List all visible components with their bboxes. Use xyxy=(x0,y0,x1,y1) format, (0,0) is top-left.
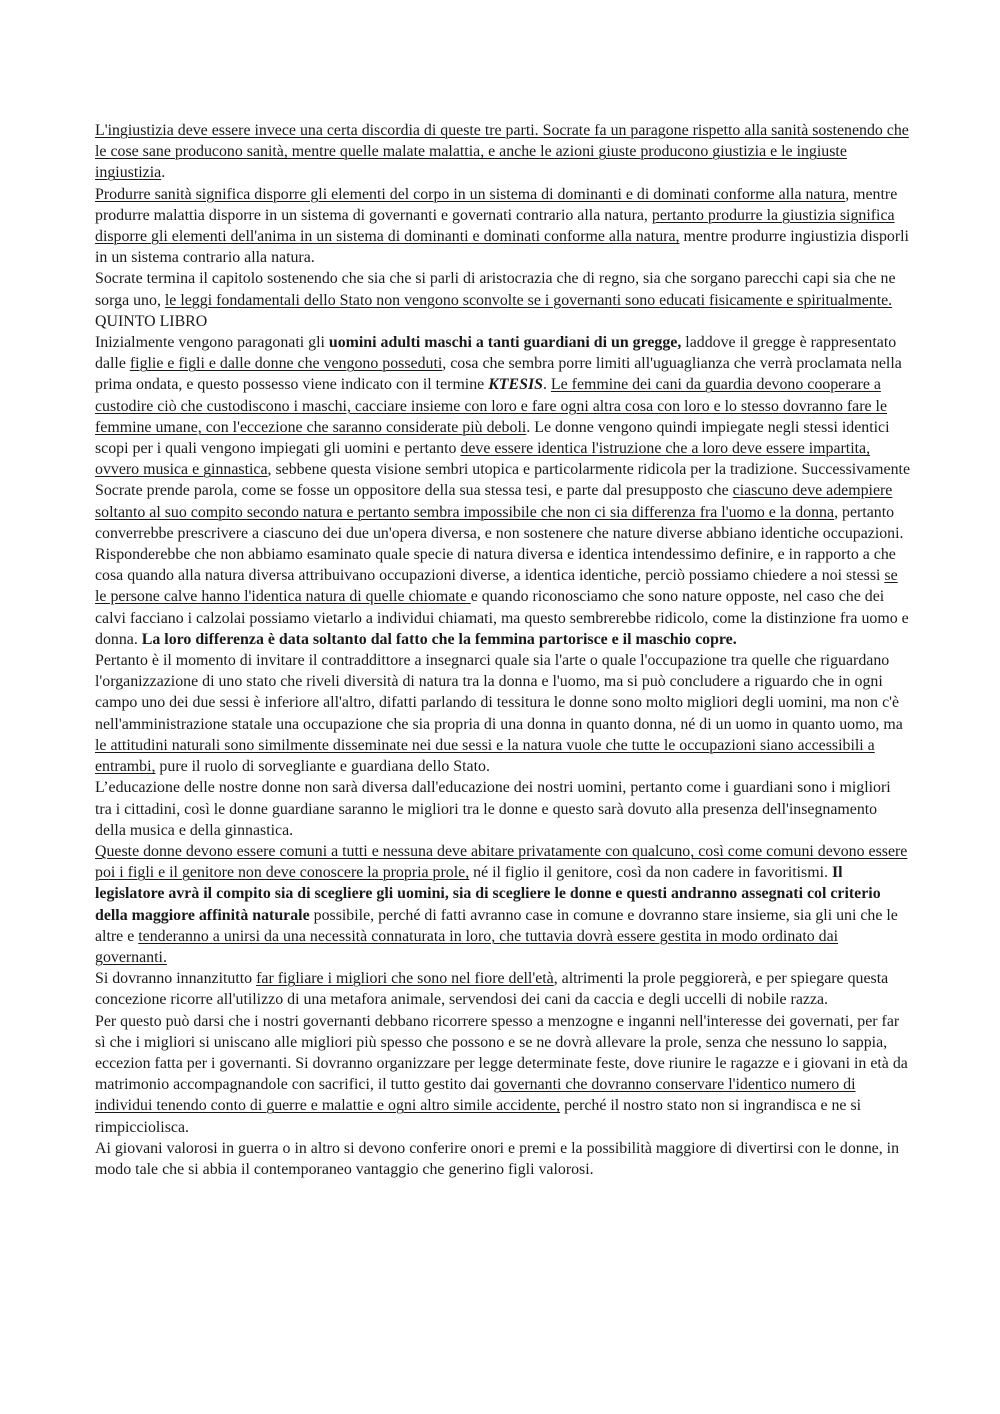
para-natural-aptitudes xyxy=(95,650,910,777)
text-run: L’educazione delle nostre donne non sarà diversa dall'educazione dei nostri uomini, pertanto come i guardiani sono i migliori tra i cittadini, così le donne guardiane saranno le migliori tra le donne e questo sarà dovuto alla presenza dell'insegnamento della musica e della ginnastica. xyxy=(95,779,891,839)
text-run: pure il ruolo di sorvegliante e guardiana dello Stato. xyxy=(155,758,490,776)
text-run: Pertanto è il momento di invitare il contraddittore a insegnarci quale sia l'arte o quale l'occupazione tra quelle che riguardano l'organizzazione di uno stato che riveli diversità di natura tra la donna e l'uomo, ma si può concludere a riguardo che in ogni campo uno dei due sessi è inferiore all'altro, difatti parlando di tessitura le donne sono molto migliori degli uomini, ma non c'è nell'amministrazione statale una occupazione che sia propria di una donna in quanto donna, né di un uomo in quanto uomo, ma xyxy=(95,652,903,733)
bold-text: uomini adulti maschi a tanti guardiani di un gregge, xyxy=(328,334,682,352)
text-run: . xyxy=(542,376,551,394)
underlined-text: Queste donne devono essere comuni a tutti e nessuna deve abitare privatamente con qualcuno, così come comuni devono essere poi i figli e il genitore non deve conoscere la propria prole, xyxy=(95,842,908,882)
underlined-text: tenderanno a unirsi da una necessità connaturata in loro, che tuttavia dovrà essere gestita in modo ordinato dai governanti. xyxy=(95,927,839,966)
text-run: Si dovranno innanzitutto xyxy=(95,970,257,988)
text-run: Per questo può darsi che i nostri governanti debbano ricorrere spesso a menzogne e inganni nell'interesse dei governati, per far sì che i migliori si uniscano alle migliori più spesso che possono e se ne dovrà allevare la prole, senza che nessuno lo sappia, eccezion fatta per i governanti. Si dovranno organizzare per legge determinate feste, dove riunire le ragazze e i giovani in età da matrimonio accompagnandole con sacrifici, il tutto gestito dai xyxy=(95,1012,908,1094)
underlined-text: le leggi fondamentali dello Stato non vengono sconvolte se i governanti sono educati fisicamente e spiritualmente. xyxy=(164,291,893,309)
bold-text: Il legislatore avrà il compito sia di scegliere gli uomini, sia di scegliere le donne e questi andranno assegnati col criterio della maggiore affinità naturale xyxy=(95,864,881,924)
para-valorous-youth xyxy=(95,1138,910,1180)
para-health-analogy xyxy=(95,184,910,269)
text-run: , altrimenti la prole peggiorerà, e per spiegare questa concezione ricorre all'utilizzo di una metafora animale, servendosi dei cani da caccia e degli uccelli di nobile razza. xyxy=(95,970,889,1009)
underlined-text: far figliare i migliori che sono nel fiore dell'età xyxy=(256,970,554,988)
text-run: QUINTO LIBRO xyxy=(95,312,208,330)
document-body xyxy=(95,120,910,1180)
para-chapter-end xyxy=(95,268,910,310)
underlined-text: le attitudini naturali sono similmente disseminate nei due sessi e la natura vuole che tutte le occupazioni siano accessibili a entrambi, xyxy=(95,736,875,776)
text-run: , cosa che sembra porre limiti all'uguaglianza che verrà proclamata nella prima ondata, e questo possesso viene indicato con il termine xyxy=(95,355,902,394)
underlined-text: Le femmine dei cani da guardia devono cooperare a custodire ciò che custodiscono i maschi, cacciare insieme con loro e fare ogni altra cosa con loro e lo stesso dovranno fare le femmine umane, con l'eccezione che saranno considerate più deboli xyxy=(95,376,888,436)
bold-italic-term: KTESIS xyxy=(488,376,543,394)
underlined-text: deve essere identica l'istruzione che a loro deve essere impartita, ovvero musica e ginnastica xyxy=(95,440,871,479)
para-best-breeding xyxy=(95,968,910,1010)
underlined-text: pertanto produrre la giustizia significa disporre gli elementi dell'anima in un sistema di dominanti e dominati conforme alla natura, xyxy=(95,206,895,246)
para-education-women xyxy=(95,777,910,841)
para-guardians-flock xyxy=(95,332,910,544)
para-lies-festivals xyxy=(95,1011,910,1138)
text-run: . Le donne vengono quindi impiegate negli stessi identici scopi per i quali vengono impiegati gli uomini e pertanto xyxy=(95,418,890,458)
text-run: , mentre produrre malattia disporre in un sistema di governanti e governati contrario alla natura, xyxy=(95,185,898,224)
text-run: mentre produrre ingiustizia disporli in un sistema contrario alla natura. xyxy=(95,228,909,267)
text-run: . xyxy=(161,164,166,182)
para-injustice-discord xyxy=(95,120,910,184)
para-bald-haired xyxy=(95,544,910,650)
text-run: Inizialmente vengono paragonati gli xyxy=(95,334,329,352)
text-run: perché il nostro stato non si ingrandisca e ne si rimpicciolisca. xyxy=(95,1097,862,1136)
text-run: Risponderebbe che non abbiamo esaminato quale specie di natura diversa e identica intendessimo definire, e in rapporto a che cosa quando alla natura diversa attribuivano occupazioni diverse, a identica identiche, perciò possiamo chiedere a noi stessi xyxy=(95,546,896,585)
underlined-text: governanti che dovranno conservare l'identico numero di individui tenendo conto di guerre e malattie e ogni altro simile accidente, xyxy=(95,1076,856,1115)
underlined-text: ciascuno deve adempiere soltanto al suo compito secondo natura e pertanto sembra impossibile che non ci sia differenza fra l'uomo e la donna xyxy=(95,482,893,521)
text-run: laddove il gregge è rappresentato dalle xyxy=(95,334,897,373)
section-heading-quinto-libro xyxy=(95,311,910,332)
text-run: Socrate termina il capitolo sostenendo che sia che si parli di aristocrazia che di regno, sia che sorgano parecchi capi sia che ne sorga uno, xyxy=(95,270,896,309)
text-run: Ai giovani valorosi in guerra o in altro si devono conferire onori e premi e la possibilità maggiore di divertirsi con le donne, in modo tale che si abbia il contemporaneo vantaggio che generino figli valorosi. xyxy=(95,1139,900,1178)
underlined-text: L'ingiustizia deve essere invece una certa discordia di queste tre parti. xyxy=(95,122,539,139)
underlined-text: Socrate fa un paragone rispetto alla sanità sostenendo che le cose sane producono sanità, mentre quelle malate malattia, e anche le azioni giuste producono giustizia e le ingiuste ingiustizia xyxy=(95,122,909,182)
underlined-text: se le persone calve hanno l'identica natura di quelle chiomate xyxy=(95,567,898,606)
text-run: , pertanto converrebbe prescrivere a ciascuno dei due un'opera diversa, e non sostenere che nature diverse abbiano identiche occupazioni. xyxy=(95,503,904,542)
para-common-women xyxy=(95,841,910,968)
text-run: possibile, perché di fatti avranno case in comune e dovranno stare insieme, sia gli uni che le altre e xyxy=(95,906,898,945)
text-run: e quando riconosciamo che sono nature opposte, nel caso che dei calvi facciano i calzolai possiamo vietarlo a individui chiamati, ma questo sembrerebbe ridicolo, come la distinzione fra uomo e donna. xyxy=(95,588,909,648)
bold-text: La loro differenza è data soltanto dal fatto che la femmina partorisce e il maschio copre. xyxy=(141,630,737,648)
underlined-text: Produrre sanità significa disporre gli elementi del corpo in un sistema di dominanti e di dominati conforme alla natura xyxy=(95,185,846,203)
underlined-text: figlie e figli e dalle donne che vengono posseduti xyxy=(129,355,443,373)
text-run: , sebbene questa visione sembri utopica e particolarmente ridicola per la tradizione. Successivamente Socrate prende parola, come se fosse un oppositore della sua stessa tesi, e parte dal presupposto che xyxy=(95,461,910,500)
text-run: né il figlio il genitore, così da non cadere in favoritismi. xyxy=(469,864,832,882)
